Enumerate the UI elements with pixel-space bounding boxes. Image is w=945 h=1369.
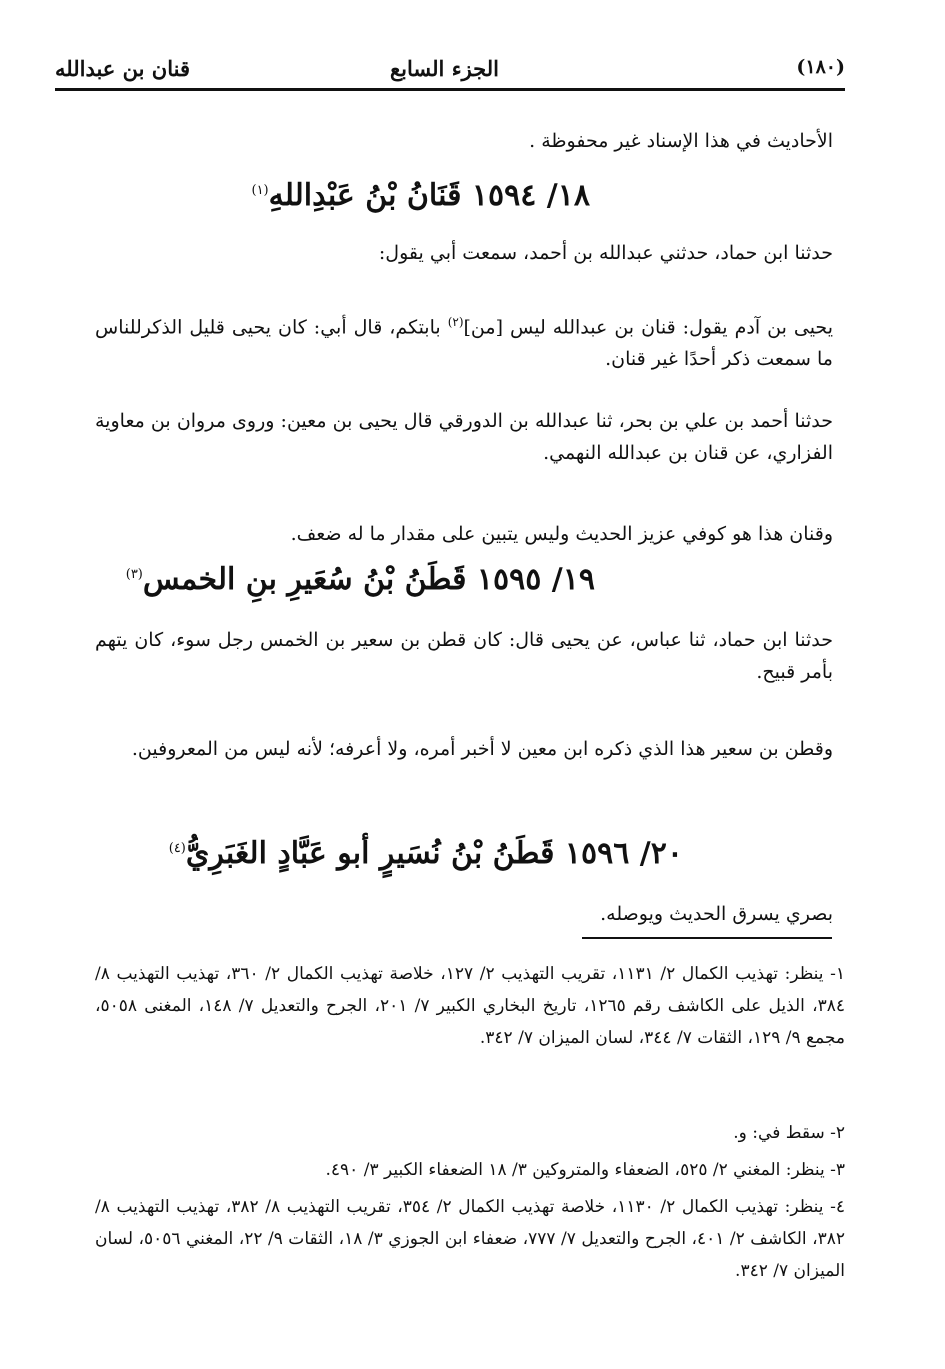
footnote: ٤- ينظر: تهذيب الكمال ٢/ ١١٣٠، خلاصة تهذيب الكمال ٢/ ٣٥٤، تقريب التهذيب ٨/ ٣٨٢، تهذيب التهذيب ٨/ ٣٨٢، الكاشف ٢/ ٤٠١، الجرح والتعديل ٧/ ٧٧٧، ضعفاء ابن الجوزي ٣/ ١٨، الثقات ٩/ ٢٢، المغني ٥٠٥٦، لسان الميزان ٧/ ٣٤٢.: [95, 1197, 845, 1281]
footnote: ٢- سقط في: و.: [733, 1123, 845, 1143]
paragraph: حدثنا ابن حماد، ثنا عباس، عن يحيى قال: كان قطن بن سعير بن الخمس رجل سوء، كان يتهم بأمر قبيح.: [95, 629, 833, 683]
paragraph: الأحاديث في هذا الإسناد غير محفوظة .: [529, 130, 833, 152]
entry-heading-text: ١٩/ ١٥٩٥ قَطَنُ بْنُ سُعَيرِ بنِ الخمس: [142, 562, 595, 597]
entry-heading-20: [169, 836, 683, 871]
footnote: ١- ينظر: تهذيب الكمال ٢/ ١١٣١، تقريب التهذيب ٢/ ١٢٧، خلاصة تهذيب الكمال ٢/ ٣٦٠، تهذيب التهذيب ٨/ ٣٨٤، الذيل على الكاشف رقم ١٢٦٥، تاريخ البخاري الكبير ٧/ ٢٠١، الجرح والتعديل ٧/ ١٤٨، المغنى ٥٠٥٨، مجمع ٩/ ١٢٩، الثقات ٧/ ٣٤٤، لسان الميزان ٧/ ٣٤٢.: [95, 964, 846, 1048]
entry-heading-text: ٢٠/ ١٥٩٦ قَطَنُ بْنُ نُسَيرٍ أبو عَبَّادٍ الغَبَرِيُّ: [185, 836, 683, 871]
page-header: [55, 48, 845, 91]
paragraph: [95, 306, 833, 375]
paragraph: حدثنا أحمد بن علي بن بحر، ثنا عبدالله بن الدورقي قال يحيى بن معين: وروى مروان بن معاوية الفزاري، عن قنان بن عبدالله النهمي.: [95, 410, 833, 464]
footnote-marker: (٤): [168, 841, 186, 856]
footnote-marker: (٢): [447, 315, 464, 329]
running-title: قنان بن عبدالله: [55, 56, 190, 81]
footnote: ٣- ينظر: المغني ٢/ ٥٢٥، الضعفاء والمتروكين ٣/ ١٨ الضعفاء الكبير ٣/ ٤٩٠.: [325, 1160, 845, 1180]
volume-title: الجزء السابع: [390, 56, 499, 81]
page-number: (١٨٠): [796, 56, 845, 78]
entry-heading-19: [126, 562, 595, 597]
paragraph: بصري يسرق الحديث ويوصله.: [600, 903, 833, 925]
footnote-marker: (٣): [125, 567, 143, 582]
footnote-marker: (١): [251, 183, 269, 198]
entry-heading-text: ١٨/ ١٥٩٤ قَنَانُ بْنُ عَبْدِاللهِ: [268, 178, 590, 213]
paragraph: وقنان هذا هو كوفي عزيز الحديث وليس يتبين على مقدار ما له ضعف.: [290, 523, 833, 545]
footnote-separator: [582, 937, 832, 939]
paragraph-text: بابتكم، قال أبي: كان يحيى قليل الذكرللناس ما سمعت ذكر أحدًا غير قنان.: [95, 316, 833, 371]
paragraph: حدثنا ابن حماد، حدثني عبدالله بن أحمد، سمعت أبي يقول:: [378, 242, 833, 264]
paragraph: وقطن بن سعير هذا الذي ذكره ابن معين لا أخبر أمره، ولا أعرفه؛ لأنه ليس من المعروفين.: [131, 738, 833, 760]
paragraph-text: يحيى بن آدم يقول: قنان بن عبدالله ليس [من]: [463, 316, 833, 339]
entry-heading-18: [251, 178, 590, 213]
